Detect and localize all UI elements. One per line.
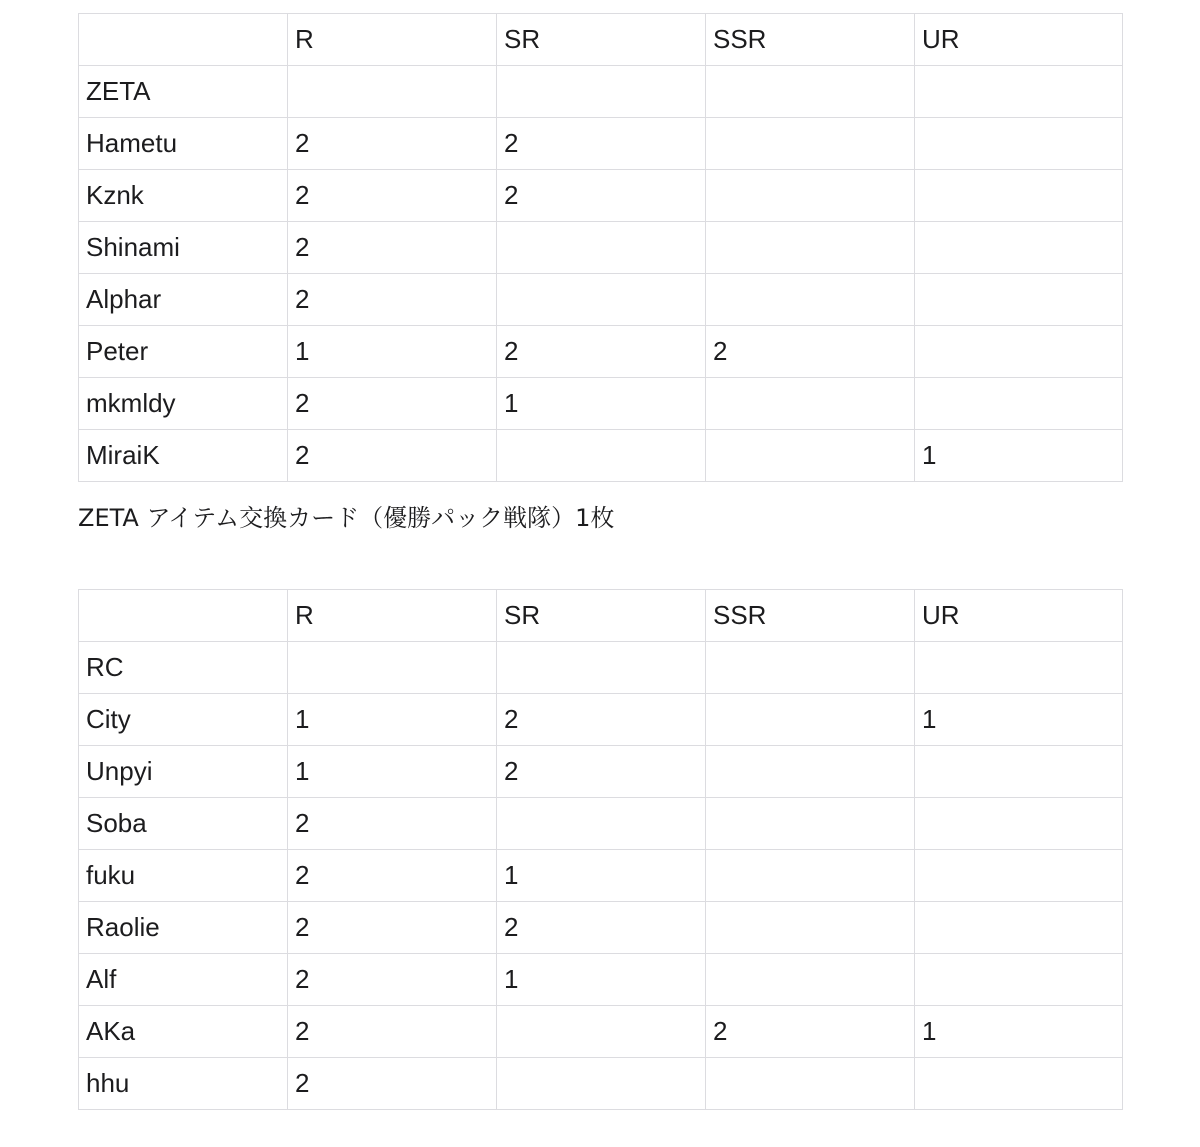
r-count: 2 bbox=[288, 378, 497, 430]
ur-count bbox=[915, 118, 1123, 170]
table-row bbox=[79, 798, 1123, 850]
r-count: 2 bbox=[288, 430, 497, 482]
team-name: ZETA bbox=[79, 66, 288, 118]
sr-count: 1 bbox=[497, 954, 706, 1006]
r-count: 2 bbox=[288, 902, 497, 954]
sr-count: 1 bbox=[497, 850, 706, 902]
team-row bbox=[79, 642, 1123, 694]
header-cell bbox=[79, 590, 288, 642]
team-name: RC bbox=[79, 642, 288, 694]
r-count: 2 bbox=[288, 850, 497, 902]
r-count: 1 bbox=[288, 746, 497, 798]
item-exchange-caption: ZETA アイテム交換カード（優勝パック戦隊）1枚 bbox=[78, 504, 615, 532]
table-cell bbox=[497, 66, 706, 118]
header-cell-ssr: SSR bbox=[706, 590, 915, 642]
header-cell-sr: SR bbox=[497, 14, 706, 66]
table-row bbox=[79, 118, 1123, 170]
ssr-count bbox=[706, 222, 915, 274]
sr-count: 2 bbox=[497, 746, 706, 798]
sr-count bbox=[497, 430, 706, 482]
sr-count: 2 bbox=[497, 902, 706, 954]
sr-count bbox=[497, 222, 706, 274]
header-cell-ur: UR bbox=[915, 14, 1123, 66]
ssr-count bbox=[706, 746, 915, 798]
table-row bbox=[79, 746, 1123, 798]
table-row bbox=[79, 326, 1123, 378]
header-row bbox=[79, 14, 1123, 66]
player-name: MiraiK bbox=[79, 430, 288, 482]
table-cell bbox=[706, 66, 915, 118]
ur-count bbox=[915, 954, 1123, 1006]
player-name: Shinami bbox=[79, 222, 288, 274]
ssr-count bbox=[706, 378, 915, 430]
ur-count: 1 bbox=[915, 430, 1123, 482]
table-row bbox=[79, 902, 1123, 954]
player-name: City bbox=[79, 694, 288, 746]
table-row bbox=[79, 1058, 1123, 1110]
ssr-count bbox=[706, 954, 915, 1006]
table-cell bbox=[288, 642, 497, 694]
ur-count bbox=[915, 1058, 1123, 1110]
ssr-count bbox=[706, 850, 915, 902]
r-count: 2 bbox=[288, 1006, 497, 1058]
player-name: Peter bbox=[79, 326, 288, 378]
header-cell-ssr: SSR bbox=[706, 14, 915, 66]
r-count: 2 bbox=[288, 798, 497, 850]
ur-count bbox=[915, 326, 1123, 378]
ur-count bbox=[915, 902, 1123, 954]
table-row bbox=[79, 170, 1123, 222]
player-name: Soba bbox=[79, 798, 288, 850]
ur-count bbox=[915, 274, 1123, 326]
header-cell-r: R bbox=[288, 14, 497, 66]
player-name: Alphar bbox=[79, 274, 288, 326]
sr-count bbox=[497, 1058, 706, 1110]
table-row bbox=[79, 1006, 1123, 1058]
sr-count bbox=[497, 1006, 706, 1058]
ur-count: 1 bbox=[915, 1006, 1123, 1058]
sr-count: 1 bbox=[497, 378, 706, 430]
sr-count: 2 bbox=[497, 326, 706, 378]
table-row bbox=[79, 430, 1123, 482]
ur-count bbox=[915, 378, 1123, 430]
ssr-count bbox=[706, 798, 915, 850]
sr-count: 2 bbox=[497, 694, 706, 746]
ssr-count: 2 bbox=[706, 326, 915, 378]
ur-count bbox=[915, 746, 1123, 798]
r-count: 2 bbox=[288, 222, 497, 274]
header-cell bbox=[79, 14, 288, 66]
sr-count: 2 bbox=[497, 170, 706, 222]
ur-count bbox=[915, 222, 1123, 274]
ssr-count bbox=[706, 430, 915, 482]
rc-card-table bbox=[78, 589, 1123, 1110]
table-row bbox=[79, 954, 1123, 1006]
ssr-count bbox=[706, 170, 915, 222]
table-cell bbox=[915, 66, 1123, 118]
table-row bbox=[79, 694, 1123, 746]
player-name: AKa bbox=[79, 1006, 288, 1058]
sr-count bbox=[497, 274, 706, 326]
header-cell-ur: UR bbox=[915, 590, 1123, 642]
r-count: 2 bbox=[288, 274, 497, 326]
ur-count: 1 bbox=[915, 694, 1123, 746]
ssr-count bbox=[706, 118, 915, 170]
header-row bbox=[79, 590, 1123, 642]
table-row bbox=[79, 850, 1123, 902]
team-row bbox=[79, 66, 1123, 118]
r-count: 2 bbox=[288, 1058, 497, 1110]
ssr-count bbox=[706, 1058, 915, 1110]
table-cell bbox=[706, 642, 915, 694]
ssr-count bbox=[706, 274, 915, 326]
r-count: 2 bbox=[288, 170, 497, 222]
ur-count bbox=[915, 850, 1123, 902]
ur-count bbox=[915, 798, 1123, 850]
player-name: Raolie bbox=[79, 902, 288, 954]
ssr-count bbox=[706, 902, 915, 954]
zeta-card-table bbox=[78, 13, 1123, 482]
ssr-count bbox=[706, 694, 915, 746]
player-name: Unpyi bbox=[79, 746, 288, 798]
r-count: 2 bbox=[288, 954, 497, 1006]
table-row bbox=[79, 378, 1123, 430]
sr-count: 2 bbox=[497, 118, 706, 170]
player-name: Kznk bbox=[79, 170, 288, 222]
r-count: 1 bbox=[288, 694, 497, 746]
player-name: Hametu bbox=[79, 118, 288, 170]
table-row bbox=[79, 274, 1123, 326]
table-cell bbox=[288, 66, 497, 118]
sr-count bbox=[497, 798, 706, 850]
table-row bbox=[79, 222, 1123, 274]
table-cell bbox=[915, 642, 1123, 694]
r-count: 1 bbox=[288, 326, 497, 378]
player-name: mkmldy bbox=[79, 378, 288, 430]
ssr-count: 2 bbox=[706, 1006, 915, 1058]
header-cell-sr: SR bbox=[497, 590, 706, 642]
table-cell bbox=[497, 642, 706, 694]
ur-count bbox=[915, 170, 1123, 222]
r-count: 2 bbox=[288, 118, 497, 170]
player-name: hhu bbox=[79, 1058, 288, 1110]
player-name: Alf bbox=[79, 954, 288, 1006]
header-cell-r: R bbox=[288, 590, 497, 642]
player-name: fuku bbox=[79, 850, 288, 902]
